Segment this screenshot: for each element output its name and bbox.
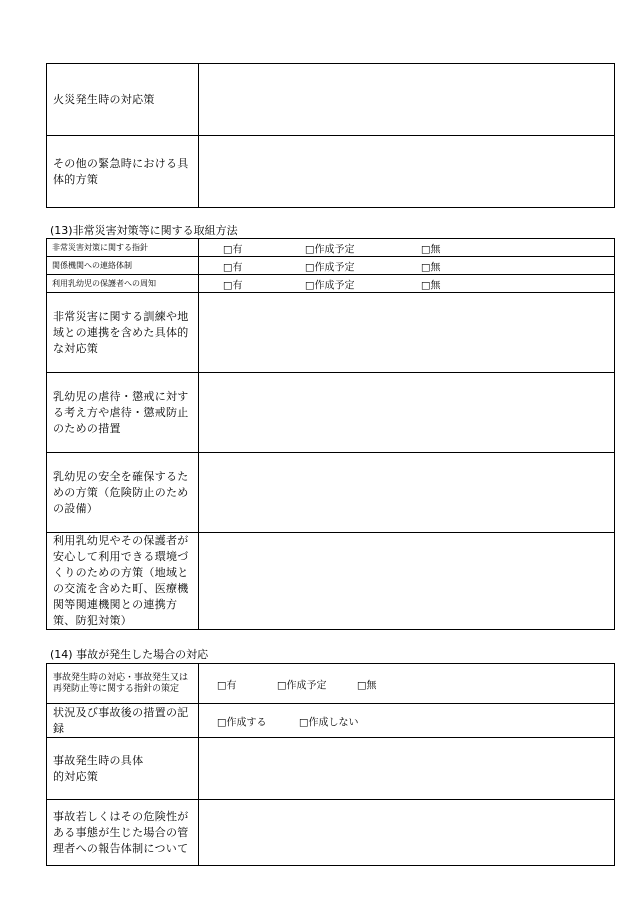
option-planned[interactable]: □作成予定 [305,244,355,255]
section13-title: (13)非常災害対策等に関する取組方法 [50,224,238,237]
option-planned[interactable]: □作成予定 [305,262,355,273]
option-yes[interactable]: □有 [223,262,243,273]
section14-table [46,663,615,866]
safety-measures-label: 乳幼児の安全を確保するための方策（危険防止のための設備） [47,453,199,533]
option-create[interactable]: □作成する [217,717,267,728]
liaison-system-options [199,257,615,275]
option-no[interactable]: □無 [421,280,441,291]
option-no[interactable]: □無 [357,680,377,691]
guardian-notice-options [199,275,615,293]
option-yes[interactable]: □有 [223,280,243,291]
accident-record-options [199,704,615,738]
fire-response-field[interactable] [199,64,615,136]
accident-report-label: 事故若しくはその危険性がある事態が生じた場合の管理者への報告体制について [47,800,199,866]
environment-measures-label: 利用乳幼児やその保護者が安心して利用できる環境づくりのための方策（地域との交流を含めた町、医療機関等関連機関との連携方策、防犯対策） [47,533,199,630]
option-planned[interactable]: □作成予定 [277,680,327,691]
accident-record-label: 状況及び事故後の措置の記録 [47,704,199,738]
accident-policy-options [199,664,615,704]
option-no[interactable]: □無 [421,244,441,255]
emergency-table [46,63,615,208]
other-emergency-label: その他の緊急時における具体的方策 [47,136,199,208]
disaster-policy-options [199,239,615,257]
accident-report-field[interactable] [199,800,615,866]
abuse-prevention-field[interactable] [199,373,615,453]
environment-measures-field[interactable] [199,533,615,630]
disaster-training-label: 非常災害に関する訓練や地域との連携を含めた具体的な対応策 [47,293,199,373]
option-yes[interactable]: □有 [217,680,237,691]
disaster-training-field[interactable] [199,293,615,373]
accident-response-field[interactable] [199,738,615,800]
option-planned[interactable]: □作成予定 [305,280,355,291]
safety-measures-field[interactable] [199,453,615,533]
section13-table [46,238,615,630]
other-emergency-field[interactable] [199,136,615,208]
option-no[interactable]: □無 [421,262,441,273]
fire-response-label: 火災発生時の対応策 [47,64,199,136]
liaison-system-label: 関係機関への連絡体制 [47,257,199,275]
option-not-create[interactable]: □作成しない [299,717,359,728]
section14-title: (14) 事故が発生した場合の対応 [50,648,209,661]
guardian-notice-label: 利用乳幼児の保護者への周知 [47,275,199,293]
accident-response-label: 事故発生時の具体的対応策 [47,738,199,800]
accident-policy-label: 事故発生時の対応・事故発生又は再発防止等に関する指針の策定 [47,664,199,704]
abuse-prevention-label: 乳幼児の虐待・懲戒に対する考え方や虐待・懲戒防止のための措置 [47,373,199,453]
option-yes[interactable]: □有 [223,244,243,255]
disaster-policy-label: 非常災害対策に関する指針 [47,239,199,257]
